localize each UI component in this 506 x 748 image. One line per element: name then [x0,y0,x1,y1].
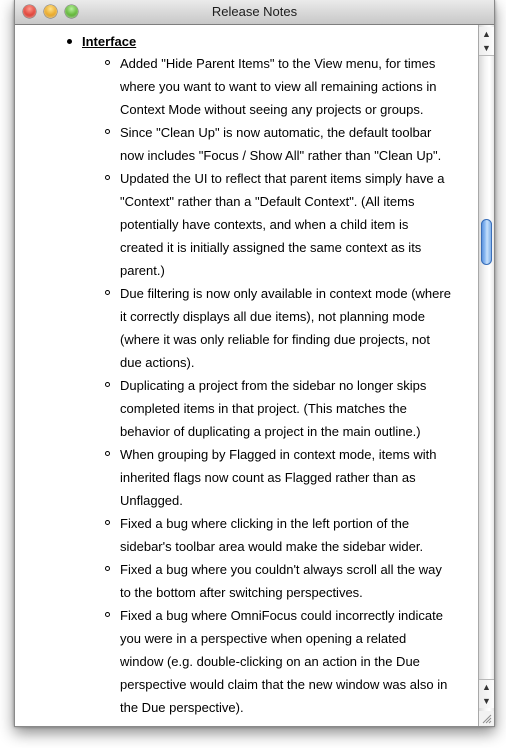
title-bar[interactable] [15,0,494,25]
hollow-bullet-icon [105,129,110,134]
scroll-thumb[interactable] [481,219,492,265]
scroll-down-arrow-icon[interactable]: ▼ [479,694,494,708]
note-text: Fixed a bug where OmniFocus could incorrectly indicate you were in a perspective when opening a related window (e.g. double-clicking on an action in the Due perspective would claim that the new window was also in the Due perspective). [120,608,448,715]
release-notes-content [15,25,478,726]
bullet-icon [67,39,72,44]
hollow-bullet-icon [105,451,110,456]
hollow-bullet-icon [105,175,110,180]
hollow-bullet-icon [105,382,110,387]
note-text: Due filtering is now only available in context mode (where it correctly displays all due items), not planning mode (where it was only reliable for finding due projects, not due actions). [120,286,451,370]
list-item [120,512,452,558]
list-item [120,167,452,282]
note-text: Fixed a bug where clicking in the left portion of the sidebar's toolbar area would make the sidebar wider. [120,516,424,554]
hollow-bullet-icon [105,566,110,571]
window-title: Release Notes [211,4,298,19]
list-item [120,374,452,443]
section-title: Interface [82,34,137,49]
list-item [120,121,452,167]
resize-grip-icon[interactable] [478,711,494,726]
hollow-bullet-icon [105,520,110,525]
hollow-bullet-icon [105,612,110,617]
release-notes-window [14,0,495,727]
note-text: When grouping by Flagged in context mode, items with inherited flags now count as Flagged rather than as Unflagged. [120,447,437,508]
list-item [120,558,452,604]
hollow-bullet-icon [105,290,110,295]
note-text: Since "Clean Up" is now automatic, the default toolbar now includes "Focus / Show All" rather than "Clean Up". [120,125,442,163]
vertical-scrollbar[interactable] [478,25,494,711]
note-text: Fixed a bug where you couldn't always scroll all the way to the bottom after switching perspectives. [120,562,442,600]
list-item [120,52,452,121]
scroll-up-arrow-icon[interactable]: ▲ [479,27,494,41]
note-text: Added "Hide Parent Items" to the View menu, for times where you want to want to view all remaining actions in Context Mode without seeing any projects or groups. [120,56,437,117]
note-text: Updated the UI to reflect that parent items simply have a "Context" rather than a "Default Context". (All items potentially have contexts, and when a child item is created it is initially assigned the same context as its parent.) [120,171,445,278]
scroll-up-arrow-icon[interactable]: ▲ [479,679,494,694]
scroll-down-arrow-icon[interactable]: ▼ [479,41,494,56]
section-heading [67,32,136,52]
note-text: Duplicating a project from the sidebar no longer skips completed items in that project. (This matches the behavior of duplicating a project in the main outline.) [120,378,427,439]
list-item [120,282,452,374]
notes-list [120,52,452,719]
list-item [120,443,452,512]
list-item [120,604,452,719]
hollow-bullet-icon [105,60,110,65]
